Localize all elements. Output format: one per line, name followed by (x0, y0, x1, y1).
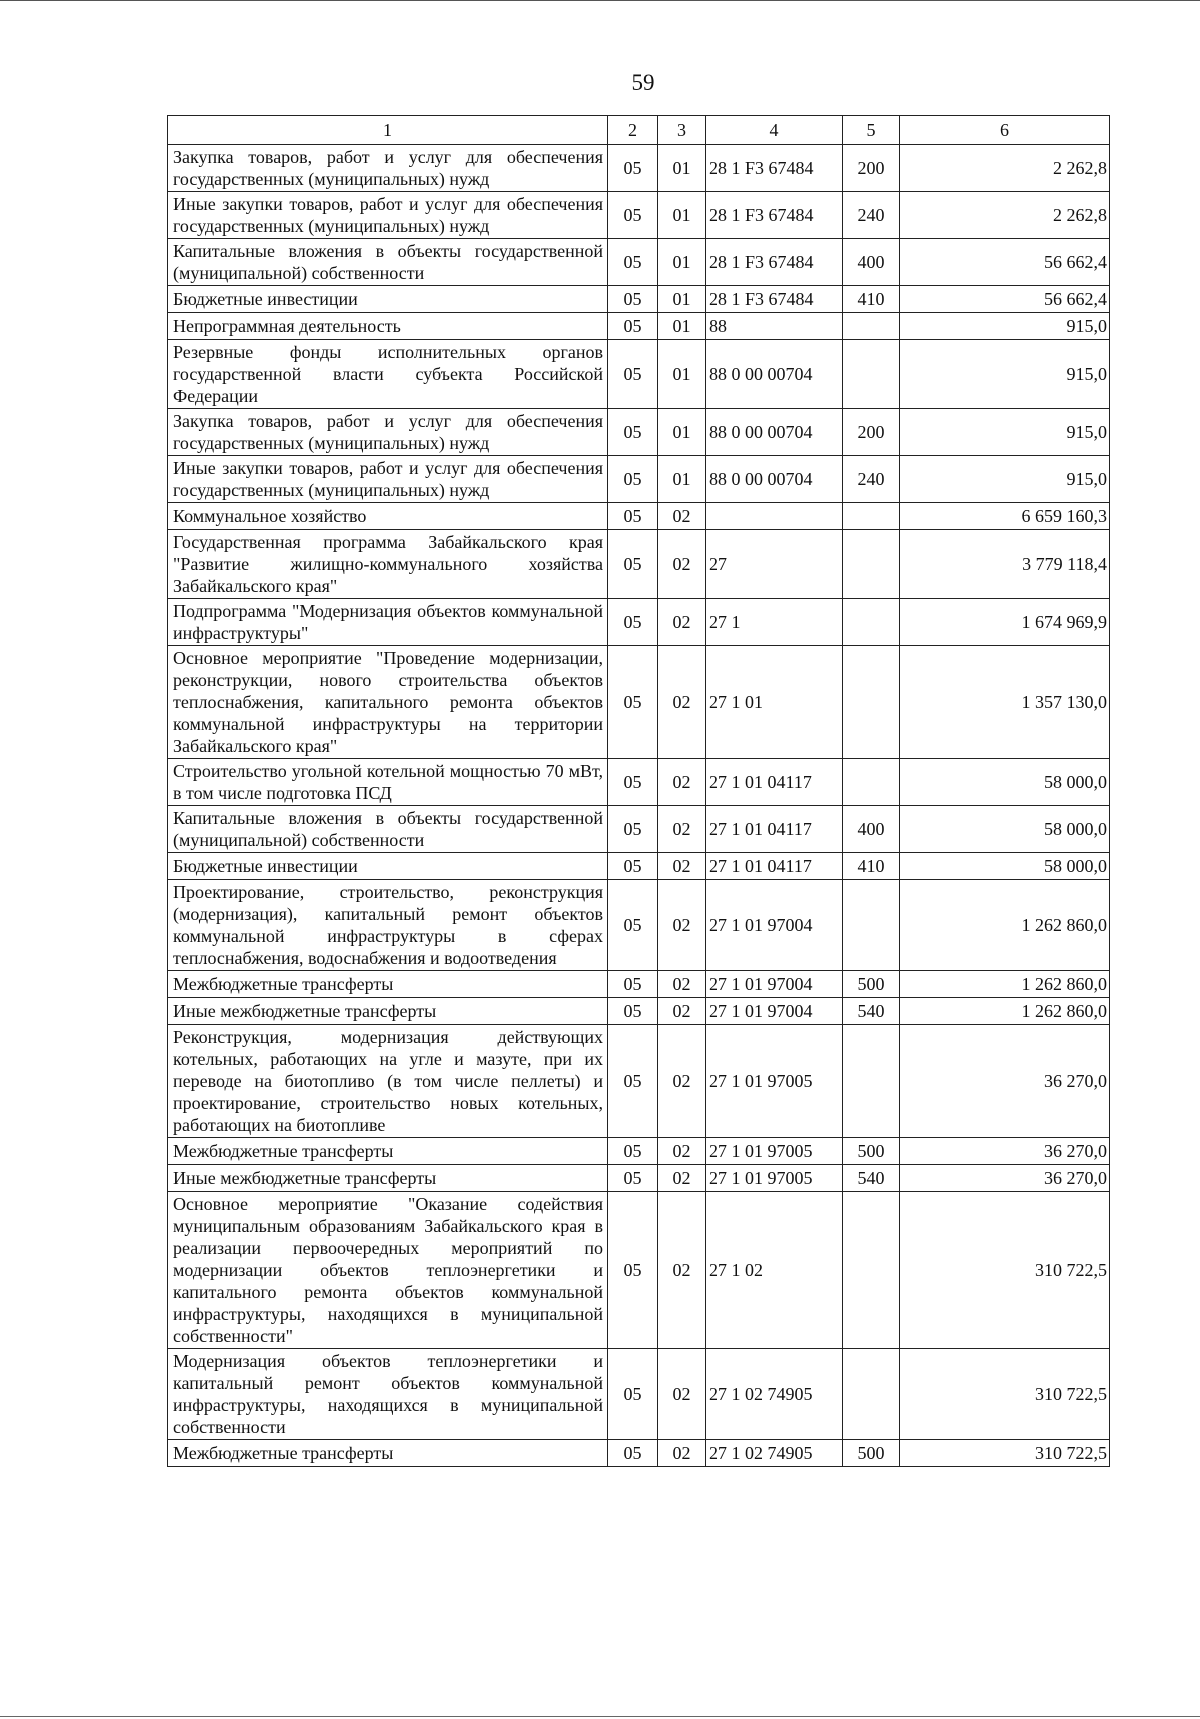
row-section-cell: 05 (608, 192, 658, 239)
table-row (168, 1192, 1110, 1349)
row-code-cell: 27 1 01 97004 (706, 880, 843, 971)
row-subsection-cell: 02 (658, 1025, 706, 1138)
row-code-cell: 27 1 (706, 599, 843, 646)
row-subsection-cell: 02 (658, 759, 706, 806)
row-type-cell: 540 (843, 998, 900, 1025)
table-row (168, 599, 1110, 646)
row-name-cell: Модернизация объектов теплоэнергетики и капитальный ремонт объектов коммунальной инфраструктуры, находящихся в муниципальной собственности (168, 1349, 608, 1440)
row-name-cell: Непрограммная деятельность (168, 313, 608, 340)
row-amount-cell: 915,0 (900, 340, 1110, 409)
row-type-cell (843, 646, 900, 759)
row-subsection-cell: 02 (658, 1192, 706, 1349)
row-amount-cell: 3 779 118,4 (900, 530, 1110, 599)
row-subsection-cell: 01 (658, 456, 706, 503)
table-row (168, 313, 1110, 340)
row-name-cell: Иные межбюджетные трансферты (168, 998, 608, 1025)
table-row (168, 806, 1110, 853)
row-subsection-cell: 01 (658, 313, 706, 340)
row-name-cell: Капитальные вложения в объекты государственной (муниципальной) собственности (168, 239, 608, 286)
table-row (168, 759, 1110, 806)
row-subsection-cell: 02 (658, 853, 706, 880)
row-subsection-cell: 02 (658, 1165, 706, 1192)
row-amount-cell: 1 674 969,9 (900, 599, 1110, 646)
row-code-cell: 27 1 01 04117 (706, 853, 843, 880)
table-row (168, 1440, 1110, 1467)
table-row (168, 1165, 1110, 1192)
row-code-cell: 27 1 01 04117 (706, 806, 843, 853)
row-type-cell: 500 (843, 1440, 900, 1467)
row-amount-cell: 2 262,8 (900, 192, 1110, 239)
row-subsection-cell: 02 (658, 1440, 706, 1467)
row-section-cell: 05 (608, 503, 658, 530)
table-row (168, 340, 1110, 409)
row-section-cell: 05 (608, 646, 658, 759)
table-row (168, 1138, 1110, 1165)
row-name-cell: Капитальные вложения в объекты государственной (муниципальной) собственности (168, 806, 608, 853)
row-name-cell: Иные закупки товаров, работ и услуг для обеспечения государственных (муниципальных) нужд (168, 456, 608, 503)
header-col-5: 5 (843, 116, 900, 145)
row-name-cell: Резервные фонды исполнительных органов государственной власти субъекта Российской Федерации (168, 340, 608, 409)
row-code-cell: 27 1 01 97005 (706, 1025, 843, 1138)
row-name-cell: Реконструкция, модернизация действующих котельных, работающих на угле и мазуте, при их переводе на биотопливо (в том числе пеллеты) и проектирование, строительство новых котельных, работающих на биотопливе (168, 1025, 608, 1138)
row-subsection-cell: 02 (658, 998, 706, 1025)
table-row (168, 853, 1110, 880)
row-code-cell: 88 (706, 313, 843, 340)
row-code-cell: 88 0 00 00704 (706, 409, 843, 456)
row-name-cell: Строительство угольной котельной мощностью 70 мВт, в том числе подготовка ПСД (168, 759, 608, 806)
row-type-cell (843, 759, 900, 806)
row-amount-cell: 56 662,4 (900, 286, 1110, 313)
row-code-cell: 88 0 00 00704 (706, 340, 843, 409)
row-subsection-cell: 01 (658, 340, 706, 409)
table-row (168, 503, 1110, 530)
row-code-cell: 27 1 01 97004 (706, 998, 843, 1025)
row-section-cell: 05 (608, 1192, 658, 1349)
budget-table (167, 115, 1110, 1467)
row-type-cell: 540 (843, 1165, 900, 1192)
page-number: 59 (631, 70, 655, 95)
row-amount-cell: 1 262 860,0 (900, 998, 1110, 1025)
row-subsection-cell: 01 (658, 239, 706, 286)
row-name-cell: Подпрограмма "Модернизация объектов коммунальной инфраструктуры" (168, 599, 608, 646)
row-type-cell: 410 (843, 853, 900, 880)
row-type-cell: 200 (843, 145, 900, 192)
row-name-cell: Основное мероприятие "Проведение модернизации, реконструкции, нового строительства объектов теплоснабжения, капитального ремонта объектов коммунальной инфраструктуры на территории Забайкальского края" (168, 646, 608, 759)
row-subsection-cell: 02 (658, 880, 706, 971)
table-header-row (168, 116, 1110, 145)
table-row (168, 880, 1110, 971)
table-row (168, 1349, 1110, 1440)
row-section-cell: 05 (608, 1025, 658, 1138)
row-amount-cell: 58 000,0 (900, 853, 1110, 880)
row-section-cell: 05 (608, 759, 658, 806)
row-type-cell: 400 (843, 806, 900, 853)
row-type-cell (843, 340, 900, 409)
row-section-cell: 05 (608, 1138, 658, 1165)
row-name-cell: Коммунальное хозяйство (168, 503, 608, 530)
table-row (168, 646, 1110, 759)
row-subsection-cell: 02 (658, 806, 706, 853)
row-type-cell (843, 530, 900, 599)
row-code-cell: 27 1 01 04117 (706, 759, 843, 806)
row-amount-cell: 36 270,0 (900, 1138, 1110, 1165)
table-body (168, 145, 1110, 1467)
row-subsection-cell: 01 (658, 192, 706, 239)
row-subsection-cell: 02 (658, 1349, 706, 1440)
row-amount-cell: 6 659 160,3 (900, 503, 1110, 530)
row-subsection-cell: 01 (658, 286, 706, 313)
row-code-cell: 28 1 F3 67484 (706, 192, 843, 239)
row-section-cell: 05 (608, 239, 658, 286)
row-amount-cell: 1 262 860,0 (900, 880, 1110, 971)
row-amount-cell: 56 662,4 (900, 239, 1110, 286)
row-subsection-cell: 02 (658, 646, 706, 759)
row-name-cell: Закупка товаров, работ и услуг для обеспечения государственных (муниципальных) нужд (168, 409, 608, 456)
table-row (168, 192, 1110, 239)
row-code-cell: 88 0 00 00704 (706, 456, 843, 503)
row-amount-cell: 310 722,5 (900, 1349, 1110, 1440)
row-section-cell: 05 (608, 340, 658, 409)
row-type-cell (843, 313, 900, 340)
table-header (168, 116, 1110, 145)
table-row (168, 409, 1110, 456)
row-name-cell: Иные межбюджетные трансферты (168, 1165, 608, 1192)
row-section-cell: 05 (608, 998, 658, 1025)
row-type-cell: 200 (843, 409, 900, 456)
header-col-6: 6 (900, 116, 1110, 145)
row-type-cell (843, 1349, 900, 1440)
row-code-cell: 28 1 F3 67484 (706, 286, 843, 313)
row-code-cell: 27 1 01 97004 (706, 971, 843, 998)
row-type-cell: 500 (843, 1138, 900, 1165)
row-code-cell: 28 1 F3 67484 (706, 145, 843, 192)
row-subsection-cell: 01 (658, 145, 706, 192)
row-amount-cell: 58 000,0 (900, 806, 1110, 853)
header-col-3: 3 (658, 116, 706, 145)
row-name-cell: Иные закупки товаров, работ и услуг для обеспечения государственных (муниципальных) нужд (168, 192, 608, 239)
row-amount-cell: 310 722,5 (900, 1192, 1110, 1349)
table-row (168, 1025, 1110, 1138)
row-name-cell: Государственная программа Забайкальского края "Развитие жилищно-коммунального хозяйства Забайкальского края" (168, 530, 608, 599)
row-type-cell: 240 (843, 192, 900, 239)
row-code-cell: 27 1 01 (706, 646, 843, 759)
row-name-cell: Бюджетные инвестиции (168, 286, 608, 313)
row-subsection-cell: 02 (658, 971, 706, 998)
row-amount-cell: 915,0 (900, 409, 1110, 456)
row-section-cell: 05 (608, 456, 658, 503)
row-subsection-cell: 02 (658, 1138, 706, 1165)
row-name-cell: Бюджетные инвестиции (168, 853, 608, 880)
row-amount-cell: 915,0 (900, 313, 1110, 340)
header-col-1: 1 (168, 116, 608, 145)
row-code-cell: 27 (706, 530, 843, 599)
row-section-cell: 05 (608, 530, 658, 599)
row-amount-cell: 2 262,8 (900, 145, 1110, 192)
row-amount-cell: 310 722,5 (900, 1440, 1110, 1467)
row-section-cell: 05 (608, 1165, 658, 1192)
row-section-cell: 05 (608, 286, 658, 313)
row-type-cell (843, 1025, 900, 1138)
row-amount-cell: 36 270,0 (900, 1165, 1110, 1192)
scan-edge-line (0, 1716, 1200, 1717)
row-code-cell (706, 503, 843, 530)
row-section-cell: 05 (608, 1349, 658, 1440)
row-subsection-cell: 01 (658, 409, 706, 456)
row-code-cell: 27 1 02 74905 (706, 1440, 843, 1467)
row-subsection-cell: 02 (658, 503, 706, 530)
row-amount-cell: 915,0 (900, 456, 1110, 503)
table-row (168, 145, 1110, 192)
row-name-cell: Межбюджетные трансферты (168, 1138, 608, 1165)
header-col-2: 2 (608, 116, 658, 145)
row-name-cell: Межбюджетные трансферты (168, 971, 608, 998)
row-amount-cell: 1 357 130,0 (900, 646, 1110, 759)
row-section-cell: 05 (608, 971, 658, 998)
scan-edge-line (0, 0, 1200, 1)
table-row (168, 530, 1110, 599)
table-row (168, 971, 1110, 998)
row-type-cell (843, 599, 900, 646)
row-subsection-cell: 02 (658, 530, 706, 599)
row-section-cell: 05 (608, 313, 658, 340)
row-code-cell: 27 1 02 74905 (706, 1349, 843, 1440)
row-section-cell: 05 (608, 409, 658, 456)
row-section-cell: 05 (608, 1440, 658, 1467)
row-type-cell (843, 1192, 900, 1349)
row-name-cell: Основное мероприятие "Оказание содействия муниципальным образованиям Забайкальского края в реализации первоочередных мероприятий по модернизации объектов теплоэнергетики и капитального ремонта объектов коммунальной инфраструктуры, находящихся в муниципальной собственности" (168, 1192, 608, 1349)
row-type-cell: 240 (843, 456, 900, 503)
row-name-cell: Проектирование, строительство, реконструкция (модернизация), капитальный ремонт объектов коммунальной инфраструктуры в сферах теплоснабжения, водоснабжения и водоотведения (168, 880, 608, 971)
row-amount-cell: 58 000,0 (900, 759, 1110, 806)
row-code-cell: 28 1 F3 67484 (706, 239, 843, 286)
row-code-cell: 27 1 01 97005 (706, 1138, 843, 1165)
row-amount-cell: 36 270,0 (900, 1025, 1110, 1138)
table-row (168, 998, 1110, 1025)
row-name-cell: Закупка товаров, работ и услуг для обеспечения государственных (муниципальных) нужд (168, 145, 608, 192)
row-type-cell: 400 (843, 239, 900, 286)
row-amount-cell: 1 262 860,0 (900, 971, 1110, 998)
row-section-cell: 05 (608, 880, 658, 971)
table-row (168, 456, 1110, 503)
row-type-cell (843, 880, 900, 971)
row-section-cell: 05 (608, 853, 658, 880)
table-row (168, 239, 1110, 286)
row-code-cell: 27 1 01 97005 (706, 1165, 843, 1192)
table-row (168, 286, 1110, 313)
row-subsection-cell: 02 (658, 599, 706, 646)
row-type-cell (843, 503, 900, 530)
row-type-cell: 410 (843, 286, 900, 313)
row-section-cell: 05 (608, 806, 658, 853)
row-name-cell: Межбюджетные трансферты (168, 1440, 608, 1467)
row-type-cell: 500 (843, 971, 900, 998)
header-col-4: 4 (706, 116, 843, 145)
row-code-cell: 27 1 02 (706, 1192, 843, 1349)
row-section-cell: 05 (608, 599, 658, 646)
row-section-cell: 05 (608, 145, 658, 192)
